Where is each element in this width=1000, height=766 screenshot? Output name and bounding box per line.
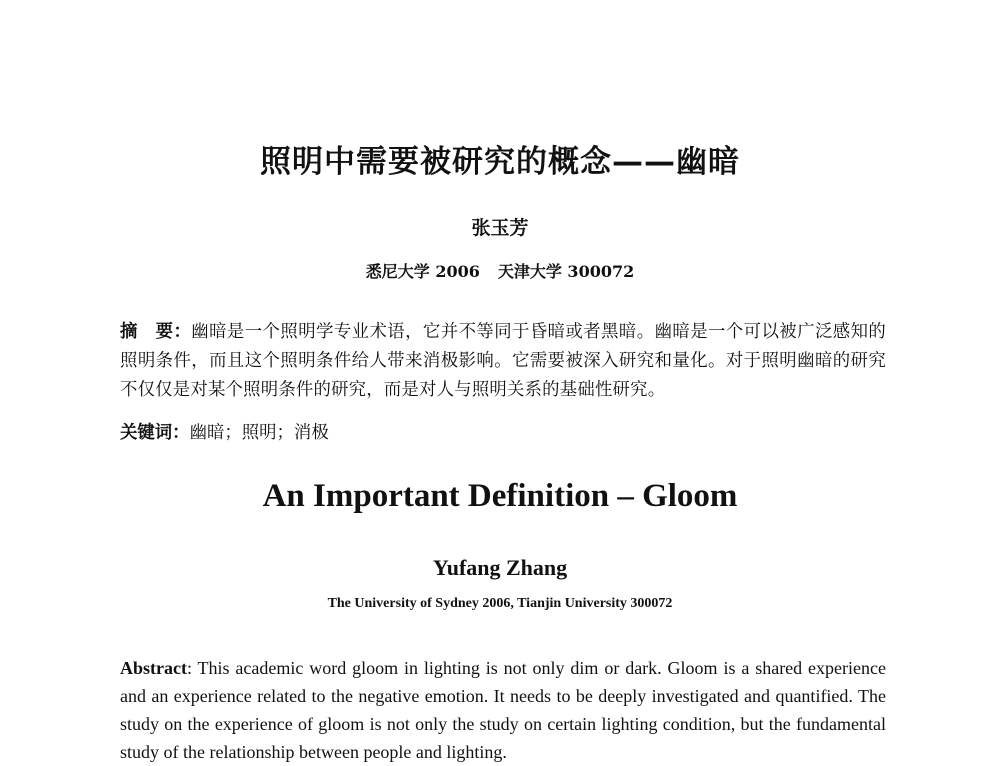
english-title: An Important Definition – Gloom — [262, 478, 738, 514]
chinese-affiliation-1: 悉尼大学 2006 — [365, 262, 480, 281]
chinese-abstract-label: 摘 要： — [120, 322, 192, 342]
english-author: Yufang Zhang — [432, 555, 568, 580]
english-affiliation: The University of Sydney 2006, Tianjin University 300072 — [327, 596, 673, 611]
chinese-abstract — [120, 318, 886, 405]
chinese-abstract-text: 幽暗是一个照明学专业术语，它并不等同于昏暗或者黑暗。幽暗是一个可以被广泛感知的照明条件，而且这个照明条件给人带来消极影响。它需要被深入研究和量化。对于照明幽暗的研究不仅仅是对某个照明条件的研究，而是对人与照明关系的基础性研究。 — [120, 322, 886, 400]
chinese-keywords-text: 幽暗；照明；消极 — [189, 423, 329, 443]
chinese-keywords-label: 关键词： — [120, 423, 190, 443]
chinese-affiliations — [0, 259, 1000, 282]
chinese-affiliation-2: 天津大学 300072 — [497, 262, 635, 281]
english-abstract-label: Abstract — [120, 658, 187, 678]
english-abstract — [120, 654, 886, 766]
chinese-author: 张玉芳 — [471, 217, 529, 239]
chinese-keywords — [120, 419, 886, 448]
english-abstract-text: : This academic word gloom in lighting is not only dim or dark. Gloom is a shared experience and an experience related to the negative emotion. It needs to be deeply investigated and quantified. The study on the experience of gloom is not only the study on certain lighting condition, but the fundamental study of the relationship between people and lighting. — [120, 658, 886, 762]
chinese-title: 照明中需要被研究的概念——幽暗 — [260, 144, 740, 180]
